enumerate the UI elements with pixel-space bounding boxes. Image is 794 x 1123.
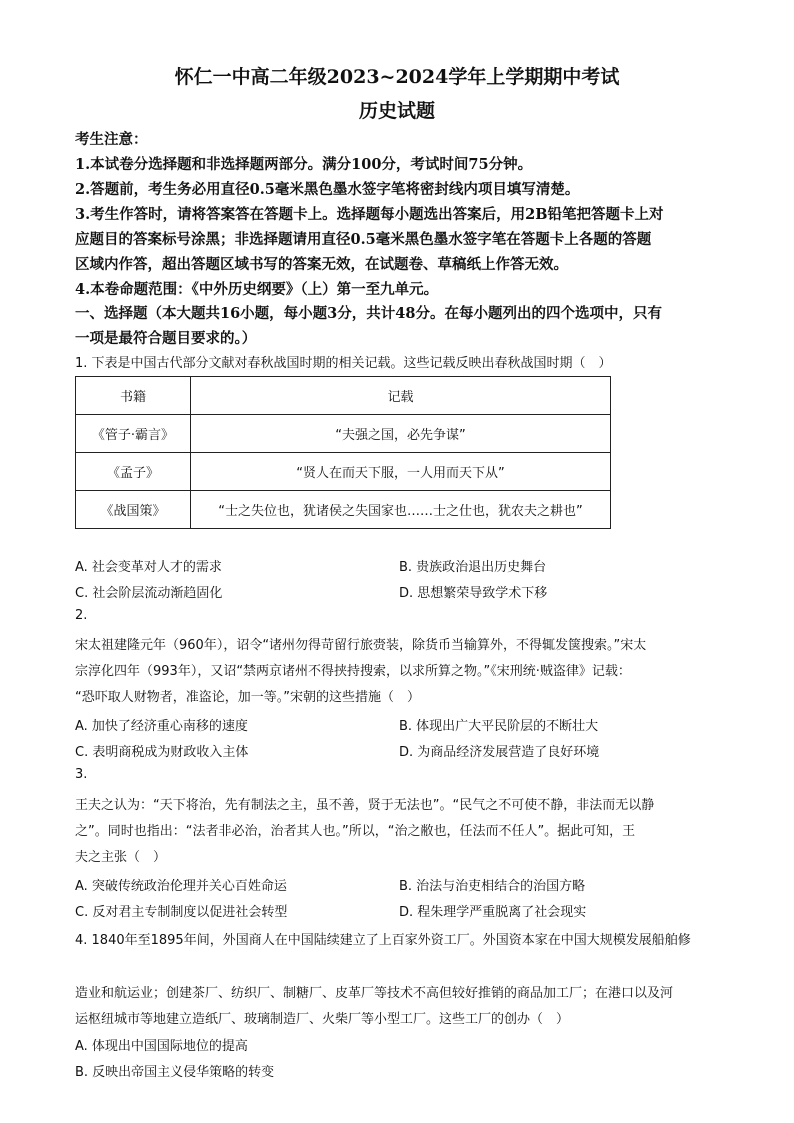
question-2-option-d: D. 为商品经济发展营造了良好环境 [399, 745, 600, 760]
table-cell: 《管子·霸言》 [76, 415, 191, 453]
question-2-option-c: C. 表明商税成为财政收入主体 [75, 745, 249, 760]
notice-item: 3.考生作答时，请将答案答在答题卡上。选择题每小题选出答案后，用2B铅笔把答题卡上对 [75, 206, 664, 223]
question-4-option-a: A. 体现出中国国际地位的提高 [75, 1039, 248, 1054]
notice-heading: 考生注意： [75, 131, 148, 148]
table-header-cell: 书籍 [76, 377, 191, 415]
table-row [76, 491, 611, 529]
notice-item: 区域内作答，超出答题区域书写的答案无效，在试题卷、草稿纸上作答无效。 [75, 256, 568, 273]
question-3-option-a: A. 突破传统政治伦理并关心百姓命运 [75, 879, 287, 894]
table-cell: “士之失位也，犹诸侯之失国家也……士之仕也，犹农夫之耕也” [191, 491, 611, 529]
section-heading-cont: 一项是最符合题目要求的。） [75, 330, 257, 347]
question-2-stem: 宗淳化四年（993年），又诏“禁两京诸州不得挟持搜索，以求所算之物。”《宋刑统·贼盗律》记载： [75, 664, 631, 679]
table-header-cell: 记载 [191, 377, 611, 415]
question-2-stem: 宋太祖建隆元年（960年），诏令“诸州勿得苛留行旅赍装，除货币当输算外，不得辄发箧搜索。”宋太 [75, 638, 647, 653]
question-4-option-b: B. 反映出帝国主义侵华策略的转变 [75, 1065, 275, 1080]
question-3-number: 3. [75, 767, 88, 782]
table-header-row [76, 377, 611, 415]
notice-item: 1.本试卷分选择题和非选择题两部分。满分100分，考试时间75分钟。 [75, 156, 533, 173]
question-1-option-c: C. 社会阶层流动渐趋固化 [75, 586, 223, 601]
question-2-stem: “恐吓取人财物者，准盗论，加一等。”宋朝的这些措施（ ） [75, 690, 420, 705]
question-1-table [75, 376, 611, 529]
question-4-stem: 造业和航运业；创建茶厂、纺织厂、制糖厂、皮革厂等技术不高但较好推销的商品加工厂；在港口以及河 [75, 986, 674, 1001]
question-1-option-b: B. 贵族政治退出历史舞台 [399, 560, 547, 575]
question-3-stem: 之”。同时也指出：“法者非必治，治者其人也。”所以，“治之敝也，任法而不任人”。据此可知，王 [75, 824, 636, 839]
question-2-number: 2. [75, 608, 88, 623]
table-cell: 《战国策》 [76, 491, 191, 529]
exam-subject-title: 历史试题 [358, 100, 435, 122]
question-3-option-b: B. 治法与治吏相结合的治国方略 [399, 879, 586, 894]
section-heading: 一、选择题（本大题共16小题，每小题3分，共计48分。在每小题列出的四个选项中，只有 [75, 305, 662, 322]
table-row [76, 415, 611, 453]
notice-item: 4.本卷命题范围：《中外历史纲要》（上）第一至九单元。 [75, 281, 439, 298]
question-3-stem: 王夫之认为：“天下将治，先有制法之主，虽不善，贤于无法也”。“民气之不可使不静，非法而无以静 [75, 798, 655, 813]
question-4-stem: 运枢纽城市等地建立造纸厂、玻璃制造厂、火柴厂等小型工厂。这些工厂的创办（ ） [75, 1012, 570, 1027]
question-2-option-a: A. 加快了经济重心南移的速度 [75, 719, 248, 734]
question-1-option-d: D. 思想繁荣导致学术下移 [399, 586, 548, 601]
question-3-stem: 夫之主张（ ） [75, 850, 167, 865]
question-3-option-c: C. 反对君主专制制度以促进社会转型 [75, 905, 288, 920]
question-1-stem: 1. 下表是中国古代部分文献对春秋战国时期的相关记载。这些记载反映出春秋战国时期（ ） [75, 356, 612, 371]
question-4-stem: 4. 1840年至1895年间，外国商人在中国陆续建立了上百家外资工厂。外国资本家在中国大规模发展船舶修 [75, 933, 691, 948]
question-3-option-d: D. 程朱理学严重脱离了社会现实 [399, 905, 587, 920]
table-cell: “贤人在而天下服，一人用而天下从” [191, 453, 611, 491]
exam-title: 怀仁一中高二年级2023~2024学年上学期期中考试 [174, 66, 620, 88]
question-1-option-a: A. 社会变革对人才的需求 [75, 560, 222, 575]
table-row [76, 453, 611, 491]
notice-item: 2.答题前，考生务必用直径0.5毫米黑色墨水签字笔将密封线内项目填写清楚。 [75, 181, 580, 198]
question-2-option-b: B. 体现出广大平民阶层的不断壮大 [399, 719, 599, 734]
table-cell: “夫强之国，必先争谋” [191, 415, 611, 453]
notice-item: 应题目的答案标号涂黑；非选择题请用直径0.5毫米黑色墨水签字笔在答题卡上各题的答题 [75, 231, 652, 248]
table-cell: 《孟子》 [76, 453, 191, 491]
